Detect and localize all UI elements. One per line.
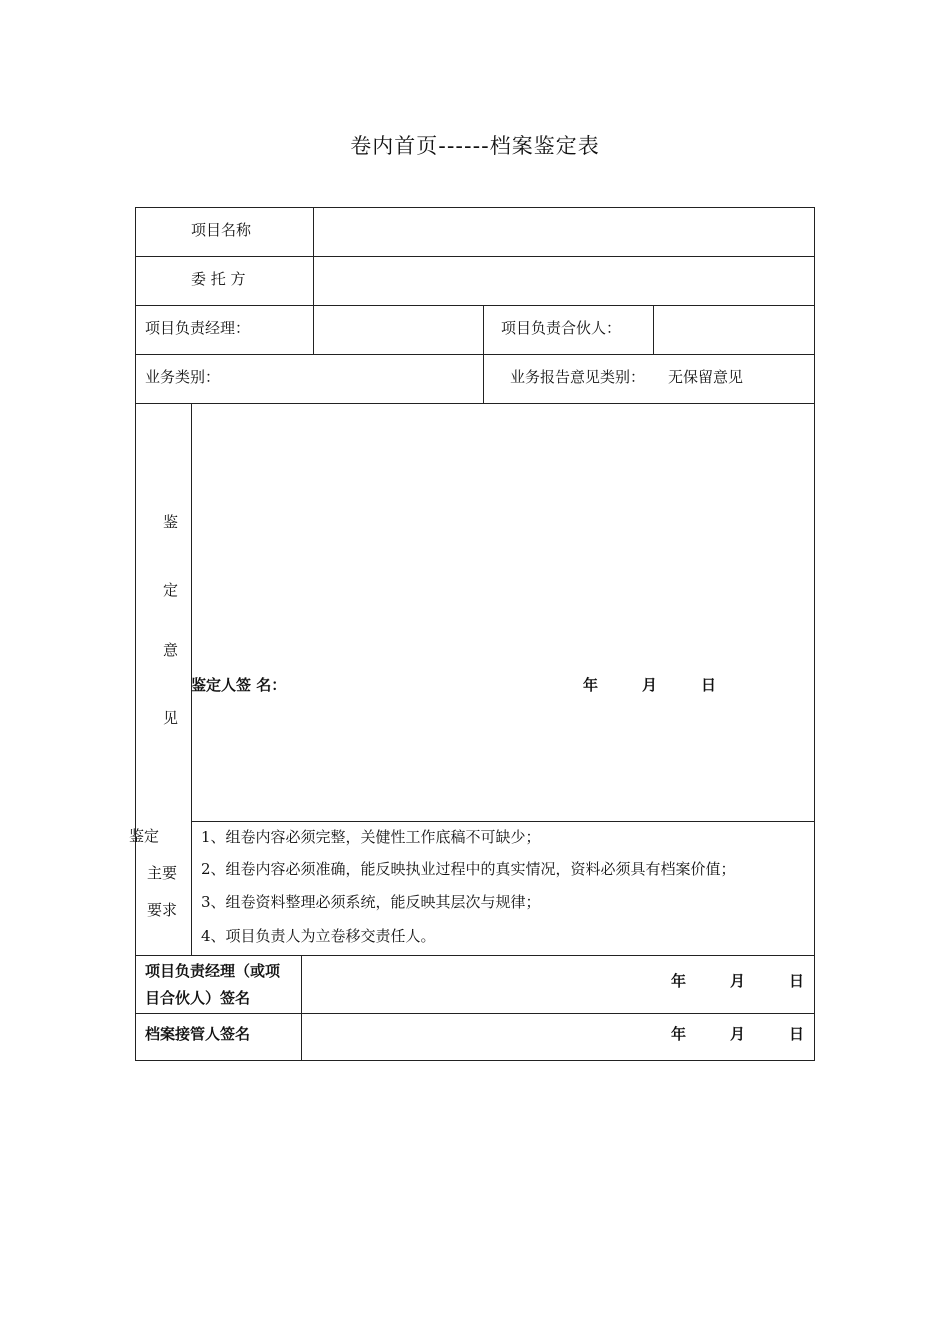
requirement-item: 2、组卷内容必须准确，能反映执业过程中的真实情况，资料必须具有档案价值；	[201, 860, 736, 878]
year-label: 年	[671, 1025, 687, 1043]
client-label: 委 托 方	[191, 270, 246, 288]
appraiser-signature-label: 鉴定人签 名：	[191, 676, 287, 694]
row-divider	[135, 256, 815, 257]
report-opinion-value: 无保留意见	[668, 368, 744, 386]
col-divider	[313, 207, 314, 354]
archive-signature-label: 档案接管人签名	[145, 1025, 251, 1043]
col-divider	[653, 305, 654, 354]
row-divider	[135, 1013, 815, 1014]
requirements-label: 要求	[147, 901, 178, 919]
partner-label: 项目负责合伙人：	[501, 319, 622, 337]
day-label: 日	[701, 676, 717, 694]
month-label: 月	[730, 972, 746, 990]
year-label: 年	[671, 972, 687, 990]
row-divider	[135, 403, 815, 404]
border-left	[135, 207, 136, 1061]
border-right	[814, 207, 815, 1061]
opinion-label-char: 见	[163, 709, 179, 727]
row-divider	[135, 354, 815, 355]
business-type-label: 业务类别：	[145, 368, 221, 386]
requirement-item: 4、项目负责人为立卷移交责任人。	[201, 927, 436, 945]
manager-signature-label: 目合伙人）签名	[145, 989, 251, 1007]
row-divider	[191, 821, 815, 822]
row-divider	[135, 305, 815, 306]
opinion-label-char: 定	[163, 581, 179, 599]
page-title: 卷内首页------档案鉴定表	[350, 134, 600, 158]
requirement-item: 1、组卷内容必须完整，关健性工作底稿不可缺少；	[201, 828, 541, 846]
appraisal-form	[129, 207, 815, 1061]
border-bottom	[135, 1060, 815, 1061]
manager-signature-label: 项目负责经理（或项	[145, 962, 281, 980]
border-top	[135, 207, 815, 208]
opinion-label-char: 意	[163, 641, 179, 659]
requirements-label: 主要	[147, 864, 178, 882]
col-divider	[483, 305, 484, 403]
report-opinion-label: 业务报告意见类别：	[510, 368, 646, 386]
day-label: 日	[789, 1025, 805, 1043]
year-label: 年	[583, 676, 599, 694]
row-divider	[135, 955, 815, 956]
manager-label: 项目负责经理：	[145, 319, 251, 337]
col-divider	[301, 955, 302, 1061]
requirement-item: 3、组卷资料整理必须系统，能反映其层次与规律；	[201, 893, 541, 911]
month-label: 月	[730, 1025, 746, 1043]
requirements-label: 鉴定	[129, 827, 160, 845]
project-name-label: 项目名称	[191, 221, 252, 239]
opinion-label-char: 鉴	[163, 513, 179, 531]
day-label: 日	[789, 972, 805, 990]
month-label: 月	[642, 676, 658, 694]
